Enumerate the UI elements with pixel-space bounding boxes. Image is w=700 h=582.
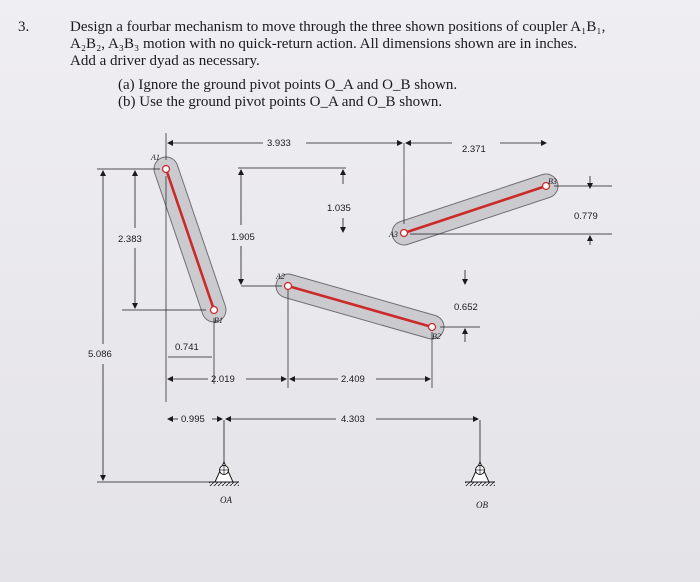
dim-1035: 1.035 [327, 203, 351, 214]
dim-1905: 1.905 [231, 232, 255, 243]
label-a2: A2 [276, 272, 285, 281]
statement-line-2: A₂B₂, A₃B₃ motion with no quick-return action. All dimensions shown are in inches. [70, 36, 578, 52]
dim-2371: 2.371 [462, 144, 486, 155]
label-ob: OB [476, 500, 488, 510]
dim-2409: 2.409 [341, 374, 365, 385]
dim-0741: 0.741 [175, 342, 199, 353]
part-b: (b) Use the ground pivot points O_A and O_B shown. [118, 94, 443, 110]
label-b2: B2 [432, 332, 441, 341]
label-oa: OA [220, 495, 232, 505]
dim-2383: 2.383 [118, 234, 142, 245]
statement-line-3: Add a driver dyad as necessary. [70, 53, 260, 69]
dim-3933: 3.933 [267, 138, 291, 149]
label-a3: A3 [389, 230, 398, 239]
dim-0652: 0.652 [454, 302, 478, 313]
coupler-position-2 [275, 272, 441, 341]
ground-pivot-ob [465, 420, 495, 510]
pivot-a2 [285, 283, 292, 290]
dim-5086: 5.086 [88, 349, 112, 360]
dim-0995: 0.995 [181, 414, 205, 425]
label-b1: B1 [214, 316, 223, 325]
label-b3: B3 [548, 177, 557, 186]
part-a: (a) Ignore the ground pivot points O_A and O_B shown. [118, 77, 458, 93]
statement-line-1: Design a fourbar mechanism to move through the three shown positions of coupler A₁B₁, [70, 19, 606, 35]
ground-pivot-oa [209, 420, 239, 505]
dim-4303: 4.303 [341, 414, 365, 425]
pivot-a1 [163, 166, 170, 173]
dim-2019: 2.019 [211, 374, 235, 385]
dim-0779: 0.779 [574, 211, 598, 222]
pivot-b1 [211, 307, 218, 314]
coupler-position-1 [150, 153, 223, 325]
label-a1: A1 [151, 153, 160, 162]
pivot-b2 [429, 324, 436, 331]
pivot-a3 [401, 230, 408, 237]
problem-number: 3. [18, 19, 30, 35]
coupler-position-3 [388, 177, 557, 239]
